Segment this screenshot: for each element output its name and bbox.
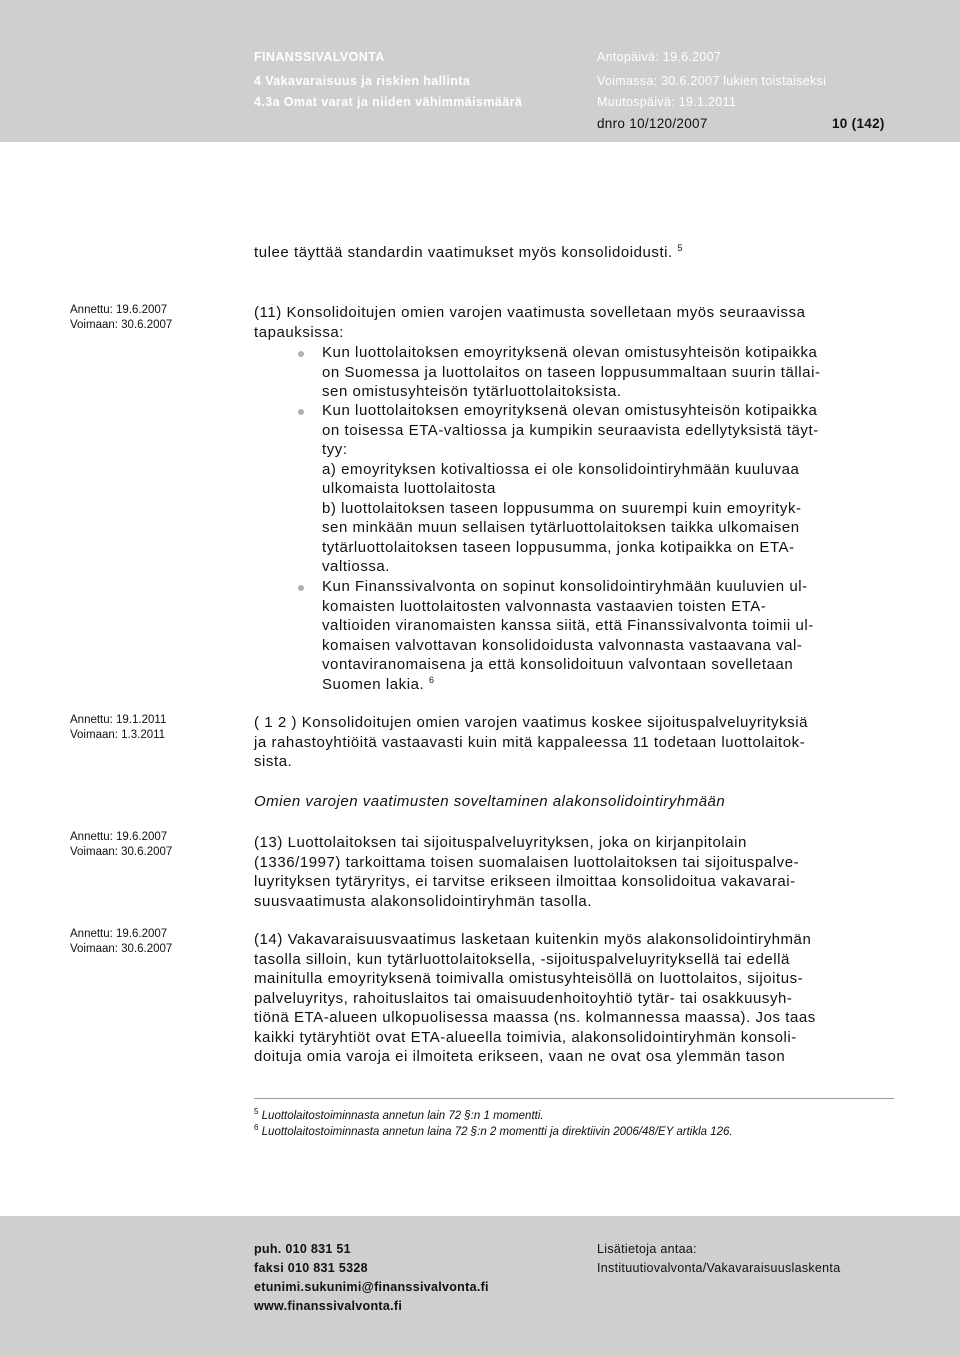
header-dnro: dnro 10/120/2007 bbox=[597, 116, 708, 131]
page-footer bbox=[0, 1216, 960, 1356]
margin-note-1 bbox=[70, 303, 172, 333]
bullet-line: b) luottolaitoksen taseen loppusumma on suurempi kuin emoyrityk- bbox=[322, 499, 802, 517]
margin-annettu: Annettu: 19.6.2007 bbox=[70, 928, 168, 940]
paragraph-line: suusvaatimusta alakonsolidointiryhmän tasolla. bbox=[254, 892, 592, 910]
section-subheading: Omien varojen vaatimusten soveltaminen alakonsolidointiryhmään bbox=[254, 793, 726, 810]
bullet-line: sen minkään muun sellaisen tytärluottolaitoksen taikka ulkomaisen bbox=[322, 519, 800, 536]
paragraph-14 bbox=[254, 930, 894, 1067]
bullet-line: a) emoyrityksen kotivaltiossa ei ole konsolidointiryhmään kuuluvaa bbox=[322, 460, 800, 478]
bullet-line: komaisten luottolaitosten valvonnasta vastaavien toisten ETA- bbox=[322, 597, 767, 615]
paragraph-line: kaikki tytäryhtiöt ovat ETA-alueella toimivia, alakonsolidointiryhmän konsoli- bbox=[254, 1028, 797, 1046]
margin-note-3 bbox=[70, 830, 172, 860]
paragraph-line: palveluyritys, rahoituslaitos tai omaisuudenhoitoyhtiö tytär- tai osakkuusyh- bbox=[254, 989, 793, 1007]
bullet-line: Kun luottolaitoksen emoyrityksenä olevan omistusyhteisön kotipaikka bbox=[322, 344, 818, 361]
header-section: 4.3a Omat varat ja niiden vähimmäismäärä bbox=[254, 95, 523, 109]
margin-annettu: Annettu: 19.1.2011 bbox=[70, 714, 167, 726]
paragraph-13 bbox=[254, 833, 894, 911]
bullet-line: vontaviranomaisena ja että konsolidoituun valvontaan sovelletaan bbox=[322, 656, 794, 673]
paragraph-line: (14) Vakavaraisuusvaatimus lasketaan kuitenkin myös alakonsolidointiryhmän bbox=[254, 931, 812, 948]
bullet-icon bbox=[298, 585, 304, 591]
bullet-icon bbox=[298, 409, 304, 415]
paragraph-line: luyrityksen tytäryritys, ei tarvitse erikseen ilmoittaa konsolidoitua vakavarai- bbox=[254, 873, 796, 890]
footer-website[interactable]: www.finanssivalvonta.fi bbox=[254, 1299, 403, 1313]
footer-fax: faksi 010 831 5328 bbox=[254, 1261, 368, 1275]
bullet-line: tyy: bbox=[322, 441, 348, 458]
bullet-line: Kun luottolaitoksen emoyrityksenä olevan omistusyhteisön kotipaikka bbox=[322, 402, 818, 419]
intro-text: tulee täyttää standardin vaatimukset myös konsolidoidusti. bbox=[254, 244, 673, 261]
bullet-line bbox=[322, 675, 897, 695]
footnote-ref-6: 6 bbox=[428, 674, 435, 685]
footer-info-value: Instituutiovalvonta/Vakavaraisuuslaskenta bbox=[597, 1261, 841, 1275]
margin-note-4 bbox=[70, 927, 172, 957]
paragraph-line: ( 1 2 ) Konsolidoitujen omien varojen vaatimus koskee sijoituspalveluyrityksiä bbox=[254, 714, 808, 731]
footnote-number: 5 bbox=[254, 1107, 259, 1116]
header-org: FINANSSIVALVONTA bbox=[254, 50, 385, 64]
footer-phone: puh. 010 831 51 bbox=[254, 1242, 351, 1256]
margin-annettu: Annettu: 19.6.2007 bbox=[70, 304, 168, 316]
bullet-line: sen omistusyhteisön tytärluottolaitoksista. bbox=[322, 383, 622, 400]
bullet-item-2 bbox=[322, 401, 897, 577]
bullet-line: ulkomaista luottolaitosta bbox=[322, 480, 496, 497]
bullet-line: valtioiden viranomaisten kanssa siitä, että Finanssivalvonta toimii ul- bbox=[322, 617, 814, 634]
paragraph-line: (11) Konsolidoitujen omien varojen vaatimusta sovelletaan myös seuraavissa bbox=[254, 304, 806, 321]
bullet-icon bbox=[298, 351, 304, 357]
paragraph-line: (13) Luottolaitoksen tai sijoituspalveluyrityksen, joka on kirjanpitolain bbox=[254, 834, 747, 851]
bullet-line: valtiossa. bbox=[322, 558, 391, 575]
margin-voimaan: Voimaan: 30.6.2007 bbox=[70, 846, 173, 858]
page-number: 10 (142) bbox=[832, 116, 885, 131]
bullet-line: Kun Finanssivalvonta on sopinut konsolidointiryhmään kuuluvien ul- bbox=[322, 578, 808, 595]
margin-annettu: Annettu: 19.6.2007 bbox=[70, 831, 168, 843]
paragraph-line: doituja omia varoja ei ilmoiteta erikseen, vaan ne ovat osa ylemmän tason bbox=[254, 1048, 786, 1065]
paragraph-line: tasolla silloin, kun tytärluottolaitoksella, -sijoituspalveluyrityksellä tai edellä bbox=[254, 950, 790, 968]
bullet-line: komaisen valvottavan konsolidoidusta valvonnasta vastaavana val- bbox=[322, 636, 803, 654]
paragraph-line: tapauksissa: bbox=[254, 323, 344, 341]
footnote-ref-5: 5 bbox=[677, 243, 684, 253]
footnote-text: Luottolaitostoiminnasta annetun lain 72 §:n 1 momentti. bbox=[261, 1110, 544, 1122]
header-modified: Muutospäivä: 19.1.2011 bbox=[597, 95, 737, 109]
footer-email[interactable]: etunimi.sukunimi@finanssivalvonta.fi bbox=[254, 1280, 489, 1294]
header-issued: Antopäivä: 19.6.2007 bbox=[597, 50, 722, 64]
paragraph-line: (1336/1997) tarkoittama toisen suomalaisen luottolaitoksen tai sijoituspalve- bbox=[254, 853, 800, 871]
bullet-line-text: Suomen lakia. bbox=[322, 675, 425, 693]
header-valid: Voimassa: 30.6.2007 lukien toistaiseksi bbox=[597, 74, 827, 88]
paragraph-11 bbox=[254, 303, 894, 342]
paragraph-line: tiönä ETA-alueen ulkopuolisessa maassa (ns. kolmannessa maassa). Jos taas bbox=[254, 1009, 816, 1026]
margin-voimaan: Voimaan: 1.3.2011 bbox=[70, 729, 166, 741]
bullet-item-3 bbox=[322, 577, 897, 694]
header-chapter: 4 Vakavaraisuus ja riskien hallinta bbox=[254, 74, 471, 88]
footer-info-label: Lisätietoja antaa: bbox=[597, 1242, 697, 1256]
margin-voimaan: Voimaan: 30.6.2007 bbox=[70, 319, 173, 331]
bullet-line: on toisessa ETA-valtiossa ja kumpikin seuraavista edellytyksistä täyt- bbox=[322, 421, 819, 439]
paragraph-line: sista. bbox=[254, 753, 293, 770]
footnote-text: Luottolaitostoiminnasta annetun laina 72 §:n 2 momentti ja direktiivin 2006/48/EY artikla 126. bbox=[261, 1126, 733, 1138]
paragraph-12 bbox=[254, 713, 894, 772]
bullet-line: on Suomessa ja luottolaitos on taseen loppusummaltaan suurin tällai- bbox=[322, 363, 821, 381]
margin-voimaan: Voimaan: 30.6.2007 bbox=[70, 943, 173, 955]
paragraph-line: ja rahastoyhtiöitä vastaavasti kuin mitä kappaleessa 11 todetaan luottolaitok- bbox=[254, 733, 806, 751]
bullet-line: tytärluottolaitoksen taseen loppusumma, jonka kotipaikka on ETA- bbox=[322, 538, 795, 556]
footnote-6 bbox=[254, 1123, 733, 1138]
footnote-number: 6 bbox=[254, 1123, 259, 1132]
page-header bbox=[0, 0, 960, 142]
footnote-divider bbox=[254, 1098, 894, 1099]
footnote-5 bbox=[254, 1107, 544, 1122]
bullet-item-1 bbox=[322, 343, 897, 402]
intro-paragraph bbox=[254, 243, 894, 263]
paragraph-line: mainitulla emoyrityksenä toimivalla omistusyhteisöllä on luottolaitos, sijoitus- bbox=[254, 970, 804, 987]
margin-note-2 bbox=[70, 713, 166, 743]
